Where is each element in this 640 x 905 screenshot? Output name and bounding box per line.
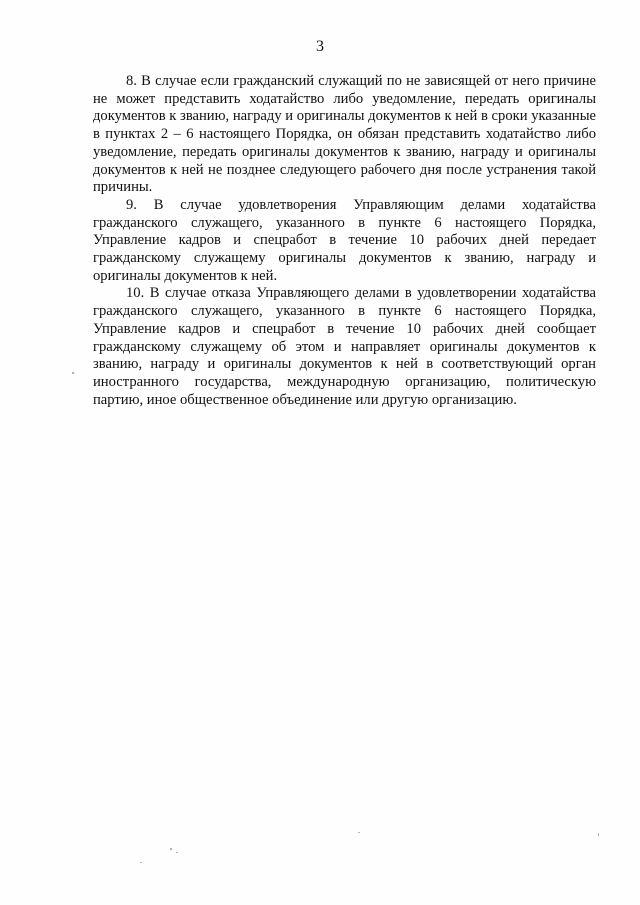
scan-speck — [176, 852, 178, 853]
scan-speck — [170, 848, 172, 850]
document-body — [93, 73, 596, 409]
scan-speck — [358, 832, 360, 833]
paragraph-10: 10. В случае отказа Управляющего делами в удовлетворении ходатайства гражданского служащего, указанного в пункте 6 настоящего Порядка, Управление кадров и спецработ в течение 10 рабочих дней сообщает гражданскому служащему об этом и направляет оригиналы документов к званию, награду и оригиналы документов к ней в соответствующий орган иностранного государства, международную организацию, политическую партию, иное общественное объединение или другую организацию. — [93, 285, 596, 408]
scan-speck — [140, 862, 142, 863]
scan-speck — [72, 372, 74, 374]
paragraph-8: 8. В случае если гражданский служащий по не зависящей от него причине не может представить ходатайство либо уведомление, передать оригиналы документов к званию, награду и оригиналы документов к ней в сроки указанные в пунктах 2 – 6 настоящего Порядка, он обязан представить ходатайство либо уведомление, передать оригиналы документов к званию, награду и оригиналы документов к ней не позднее следующего рабочего дня после устранения такой причины. — [93, 73, 596, 196]
page-number: 3 — [316, 38, 324, 55]
paragraph-9: 9. В случае удовлетворения Управляющим делами ходатайства гражданского служащего, указанного в пункте 6 настоящего Порядка, Управление кадров и спецработ в течение 10 рабочих дней передает гражданскому служащему оригиналы документов к званию, награду и оригиналы документов к ней. — [93, 196, 596, 284]
scan-speck — [598, 833, 599, 836]
